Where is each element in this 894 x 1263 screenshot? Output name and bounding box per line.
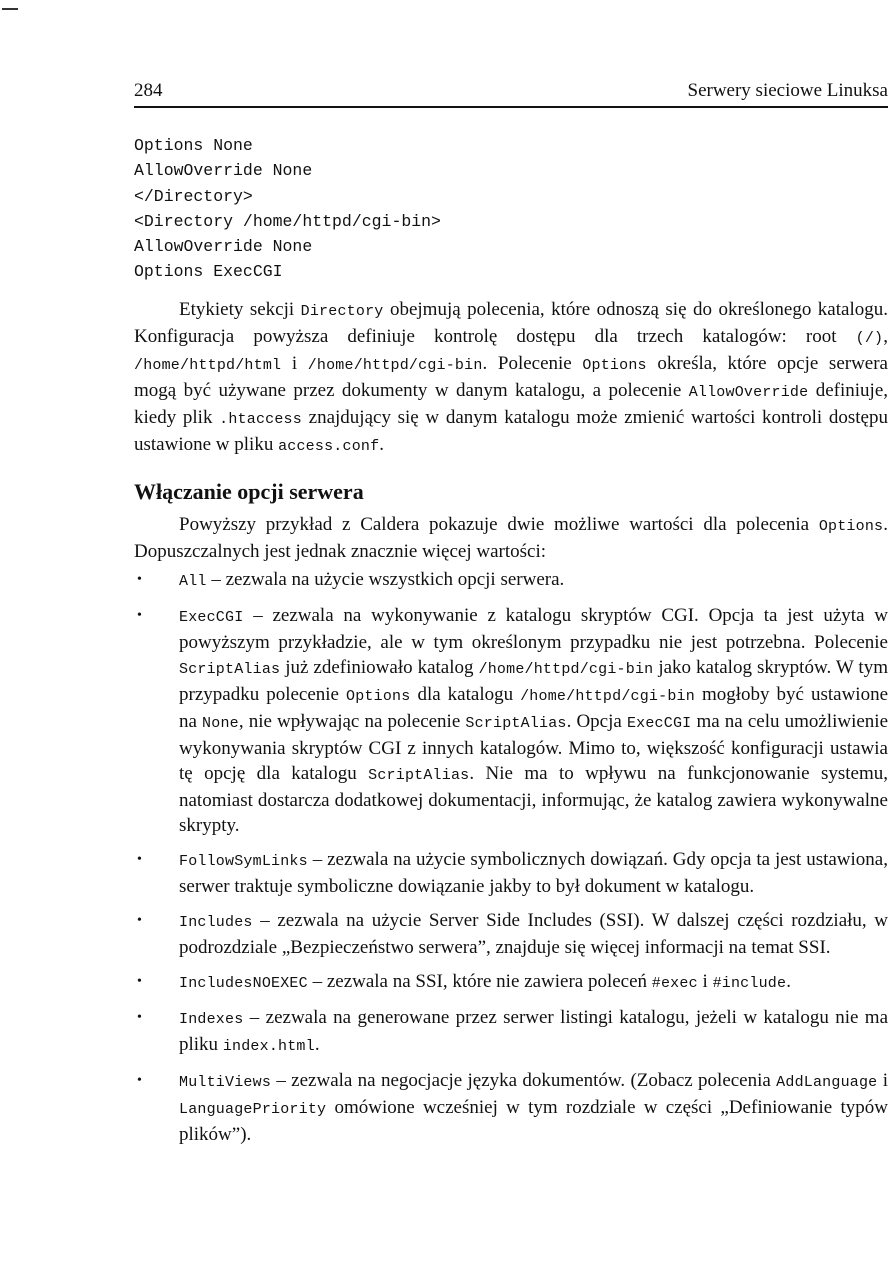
text-run: . — [786, 971, 791, 992]
code-term: AddLanguage — [776, 1074, 878, 1091]
text-run: – zezwala na użycie symbolicznych dowiązań. Gdy opcja ta jest ustawiona, serwer traktuje symboliczne dowiązanie jakby to był dokument w katalogu. — [179, 849, 888, 897]
section-heading: Włączanie opcji serwera — [134, 479, 364, 504]
text-run: dla katalogu — [410, 684, 521, 705]
code-term: Options — [582, 357, 647, 374]
option-term: Indexes — [179, 1011, 244, 1028]
code-term: #include — [712, 975, 787, 992]
code-term: ExecCGI — [626, 715, 692, 732]
list-item-multiviews — [134, 1068, 888, 1147]
code-term: /home/httpd/cgi-bin — [520, 688, 695, 705]
text-run: . — [379, 434, 385, 455]
page-header — [134, 80, 888, 108]
option-term: All — [179, 573, 207, 590]
code-term: ScriptAlias — [465, 715, 567, 732]
text-run: – zezwala na użycie Server Side Includes (SSI). W dalszej części rozdziału, w podrozdziale „Bezpieczeństwo serwera”, znajduje się więcej informacji na temat SSI. — [179, 910, 888, 958]
text-run: i — [697, 971, 713, 992]
code-term: Options — [818, 518, 884, 535]
text-run: Powyższy przykład z Caldera pokazuje dwie możliwe wartości dla polecenia — [179, 514, 819, 535]
config-code-block — [134, 133, 441, 285]
bullet: • — [137, 974, 142, 989]
text-run: , nie wpływając na polecenie — [238, 711, 466, 732]
option-term: Includes — [179, 914, 253, 931]
option-term: FollowSymLinks — [179, 853, 308, 870]
list-item-all — [134, 567, 888, 594]
list-item-execcgi — [134, 603, 888, 838]
code-term: Options — [346, 688, 411, 705]
running-title: Serwery sieciowe Linuksa — [687, 80, 888, 101]
code-term: ScriptAlias — [179, 661, 281, 678]
code-term: .htaccess — [219, 411, 302, 428]
text-run: określa, które opcje serwera mogą być używane przez dokumenty w danym katalogu, a polecenie — [134, 353, 888, 401]
code-term: (/) — [855, 330, 884, 347]
code-term: index.html — [222, 1038, 315, 1055]
text-run: już zdefiniowało katalog — [280, 657, 479, 678]
bullet: • — [137, 913, 142, 928]
code-term: /home/httpd/html — [134, 357, 282, 374]
code-line: AllowOverride None — [134, 161, 313, 181]
text-run: jako katalog skryptów. W tym przypadku polecenie — [179, 657, 888, 705]
text-run: mogłoby być ustawione na — [179, 684, 889, 732]
bullet: • — [137, 852, 142, 867]
text-run: omówione wcześniej w tym rozdziale w części „Definiowanie typów plików”). — [179, 1097, 888, 1145]
bullet: • — [137, 1073, 142, 1088]
list-item-indexes — [134, 1005, 888, 1059]
list-item-includesnoexec — [134, 969, 888, 996]
code-term: #exec — [651, 975, 698, 992]
code-term: /home/httpd/cgi-bin — [307, 357, 483, 374]
text-run: obejmują polecenia, które odnoszą się do określonego katalogu. Konfiguracja powyższa definiuje kontrolę dostępu dla trzech katalogów: root — [134, 299, 888, 347]
option-term: MultiViews — [179, 1074, 272, 1091]
text-run: . — [314, 1034, 320, 1055]
code-line: AllowOverride None — [134, 237, 313, 257]
bullet: • — [137, 608, 142, 623]
page-number: 284 — [134, 80, 163, 101]
code-line: </Directory> — [134, 186, 253, 206]
list-item-includes — [134, 908, 888, 960]
code-term: Directory — [300, 303, 384, 320]
code-term: ScriptAlias — [368, 767, 470, 784]
text-run: – zezwala na wykonywanie z katalogu skryptów CGI. Opcja ta jest użyta w powyższym przykładzie, ale w tym określonym przypadku nie jest potrzebna. Polecenie — [179, 605, 888, 653]
intro-paragraph — [134, 297, 888, 459]
code-term: None — [202, 715, 239, 732]
text-run: . Dopuszczalnych jest jednak znacznie więcej wartości: — [134, 514, 888, 562]
text-run: znajdujący się w danym katalogu może zmienić wartości kontroli dostępu ustawione w pliku — [134, 407, 888, 455]
code-term: AllowOverride — [688, 384, 809, 401]
body-text — [134, 297, 888, 1156]
bullet: • — [137, 1010, 142, 1025]
code-line: Options ExecCGI — [134, 262, 283, 282]
text-run: , — [883, 326, 888, 347]
bullet: • — [137, 572, 142, 587]
text-run: . Polecenie — [482, 353, 583, 374]
text-run: – zezwala na negocjacje języka dokumentów. (Zobacz polecenia — [271, 1070, 777, 1091]
text-run: – zezwala na generowane przez serwer listingi katalogu, jeżeli w katalogu nie ma pliku — [179, 1007, 888, 1055]
text-run: . Opcja — [566, 711, 627, 732]
section-intro — [134, 512, 888, 564]
text-run: Etykiety sekcji — [179, 299, 301, 320]
code-line: Options None — [134, 136, 253, 155]
text-run: ma na celu umożliwienie wykonywania skryptów CGI z innych katalogów. Mimo to, większość konfiguracji ustawia tę opcję dla katalogu — [179, 711, 889, 784]
text-run: – zezwala na użycie wszystkich opcji serwera. — [206, 569, 565, 590]
text-run: i — [281, 353, 308, 374]
options-list — [134, 567, 888, 1147]
option-term: IncludesNOEXEC — [179, 975, 308, 992]
option-term: ExecCGI — [179, 609, 244, 626]
text-run: definiuje, kiedy plik — [134, 380, 888, 428]
code-term: access.conf — [278, 438, 380, 455]
code-term: /home/httpd/cgi-bin — [478, 661, 654, 678]
code-term: LanguagePriority — [179, 1101, 327, 1118]
text-run: – zezwala na SSI, które nie zawiera poleceń — [307, 971, 652, 992]
text-run: . Nie ma to wpływu na funkcjonowanie systemu, natomiast dostarcza dodatkowej dokumentacji, informując, że katalog zawiera wykonywalne skrypty. — [179, 763, 888, 836]
text-run: i — [877, 1070, 889, 1091]
code-line: <Directory /home/httpd/cgi-bin> — [134, 211, 441, 231]
scan-corner-mark — [2, 8, 18, 10]
list-item-followsymlinks — [134, 847, 888, 899]
